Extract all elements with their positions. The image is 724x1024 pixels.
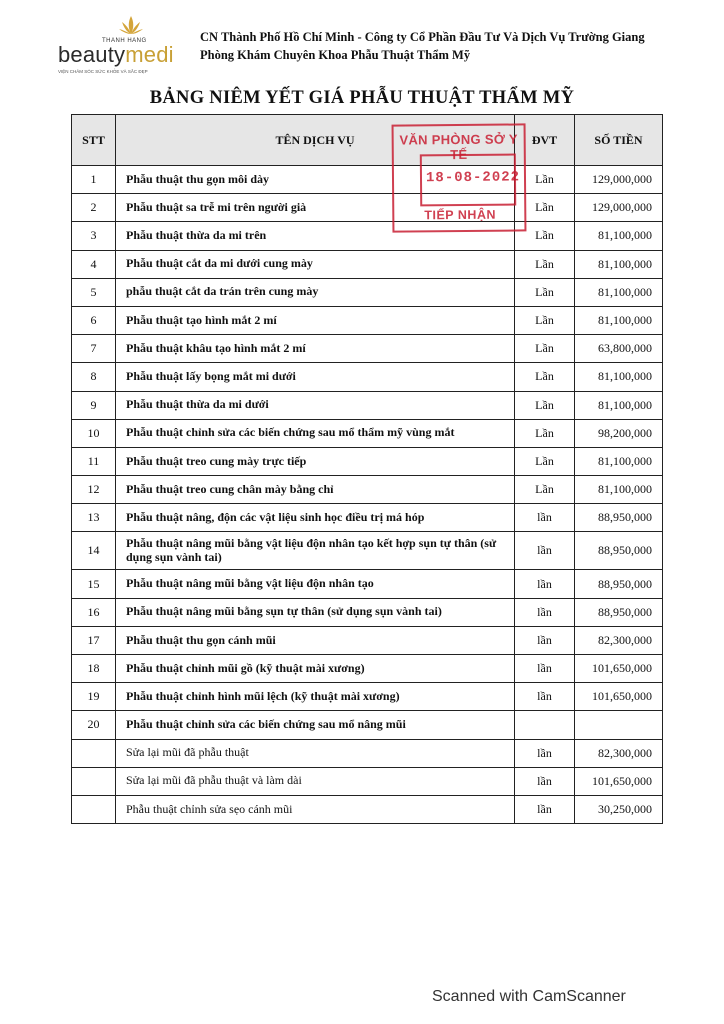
row-unit: Lần [515, 278, 575, 306]
row-amount: 81,100,000 [575, 278, 663, 306]
row-unit: Lần [515, 222, 575, 250]
table-row [72, 795, 663, 823]
table-row [72, 504, 663, 532]
row-unit: Lần [515, 306, 575, 334]
row-service-name: Phẫu thuật chỉnh sửa các biến chứng sau mổ nâng mũi [116, 711, 515, 739]
row-stt: 5 [72, 278, 116, 306]
row-amount: 81,100,000 [575, 306, 663, 334]
table-row [72, 570, 663, 598]
table-row [72, 532, 663, 570]
logo-brand [58, 42, 174, 68]
row-stt: 10 [72, 419, 116, 447]
row-unit: lần [515, 598, 575, 626]
row-amount: 82,300,000 [575, 626, 663, 654]
row-stt: 9 [72, 391, 116, 419]
row-service-name: Phẫu thuật thừa da mi dưới [116, 391, 515, 419]
logo-tagline: VIỆN CHĂM SÓC SỨC KHỎE VÀ SẮC ĐẸP [58, 69, 148, 74]
row-amount: 101,650,000 [575, 683, 663, 711]
row-amount: 82,300,000 [575, 739, 663, 767]
table-row [72, 626, 663, 654]
row-stt: 11 [72, 447, 116, 475]
row-amount: 30,250,000 [575, 795, 663, 823]
row-unit: Lần [515, 250, 575, 278]
column-header-service: TÊN DỊCH VỤ [116, 115, 515, 166]
table-row [72, 278, 663, 306]
row-amount: 81,100,000 [575, 363, 663, 391]
row-service-name: Phẫu thuật chỉnh hình mũi lệch (kỹ thuật mài xương) [116, 683, 515, 711]
row-stt: 4 [72, 250, 116, 278]
row-stt: 7 [72, 335, 116, 363]
row-unit: lần [515, 795, 575, 823]
row-amount: 129,000,000 [575, 166, 663, 194]
row-amount: 101,650,000 [575, 767, 663, 795]
row-service-name: Sửa lại mũi đã phẫu thuật [116, 739, 515, 767]
row-service-name: phẫu thuật cắt da trán trên cung mày [116, 278, 515, 306]
row-unit: lần [515, 739, 575, 767]
table-row [72, 683, 663, 711]
row-service-name: Phẫu thuật cắt da mi dưới cung mày [116, 250, 515, 278]
company-name: CN Thành Phố Hồ Chí Minh - Công ty Cổ Phần Đầu Tư Và Dịch Vụ Trường Giang [200, 30, 645, 44]
row-unit: lần [515, 626, 575, 654]
lotus-icon [118, 14, 144, 38]
row-service-name: Phẫu thuật treo cung chân mày bằng chỉ [116, 476, 515, 504]
table-row [72, 391, 663, 419]
price-table [71, 114, 663, 824]
row-service-name: Phẫu thuật chỉnh sửa sẹo cánh mũi [116, 795, 515, 823]
row-service-name: Phẫu thuật nâng mũi bằng vật liệu độn nhân tạo [116, 570, 515, 598]
row-amount: 88,950,000 [575, 598, 663, 626]
row-stt: 16 [72, 598, 116, 626]
row-stt: 2 [72, 194, 116, 222]
row-service-name: Phẫu thuật nâng mũi bằng vật liệu độn nhân tạo kết hợp sụn tự thân (sử dụng sụn vành tai) [116, 532, 515, 570]
row-unit [515, 711, 575, 739]
row-stt [72, 795, 116, 823]
row-unit: Lần [515, 335, 575, 363]
table-row [72, 335, 663, 363]
row-unit: lần [515, 767, 575, 795]
row-amount: 88,950,000 [575, 570, 663, 598]
row-stt: 14 [72, 532, 116, 570]
table-row [72, 306, 663, 334]
table-row [72, 222, 663, 250]
table-row [72, 711, 663, 739]
column-header-amount: SỐ TIỀN [575, 115, 663, 166]
row-stt: 6 [72, 306, 116, 334]
row-stt: 17 [72, 626, 116, 654]
row-stt [72, 767, 116, 795]
table-header-row [72, 115, 663, 166]
row-unit: Lần [515, 166, 575, 194]
row-unit: lần [515, 570, 575, 598]
stamp-date: 18-08-2022 [425, 169, 521, 187]
logo-brand-accent: medi [125, 42, 174, 67]
clinic-logo [58, 14, 198, 76]
stamp-received: TIẾP NHẬN [424, 207, 497, 223]
row-stt: 20 [72, 711, 116, 739]
table-body [72, 166, 663, 824]
row-stt: 15 [72, 570, 116, 598]
row-amount: 63,800,000 [575, 335, 663, 363]
row-amount: 88,950,000 [575, 504, 663, 532]
table-row [72, 447, 663, 475]
row-service-name: Phẫu thuật thừa da mi trên [116, 222, 515, 250]
row-stt: 1 [72, 166, 116, 194]
row-service-name: Phẫu thuật chỉnh mũi gồ (kỹ thuật mài xương) [116, 655, 515, 683]
table-row [72, 767, 663, 795]
logo-small-text: THANH HANG [102, 38, 147, 44]
table-row [72, 166, 663, 194]
row-unit: lần [515, 655, 575, 683]
row-unit: lần [515, 683, 575, 711]
row-stt: 3 [72, 222, 116, 250]
row-service-name: Phẫu thuật sa trễ mi trên người già [116, 194, 515, 222]
row-amount: 81,100,000 [575, 447, 663, 475]
row-amount: 81,100,000 [575, 476, 663, 504]
row-service-name: Phẫu thuật thu gọn môi dày [116, 166, 515, 194]
row-service-name: Phẫu thuật thu gọn cánh mũi [116, 626, 515, 654]
row-stt: 13 [72, 504, 116, 532]
row-stt: 19 [72, 683, 116, 711]
row-service-name: Phẫu thuật tạo hình mắt 2 mí [116, 306, 515, 334]
row-service-name: Phẫu thuật lấy bọng mắt mi dưới [116, 363, 515, 391]
row-unit: Lần [515, 419, 575, 447]
row-stt [72, 739, 116, 767]
row-amount: 88,950,000 [575, 532, 663, 570]
column-header-stt: STT [72, 115, 116, 166]
row-unit: Lần [515, 194, 575, 222]
row-amount: 81,100,000 [575, 391, 663, 419]
row-amount: 98,200,000 [575, 419, 663, 447]
table-row [72, 476, 663, 504]
table-row [72, 655, 663, 683]
table-row [72, 194, 663, 222]
table-row [72, 250, 663, 278]
row-amount [575, 711, 663, 739]
row-unit: lần [515, 532, 575, 570]
table-row [72, 598, 663, 626]
clinic-name: Phòng Khám Chuyên Khoa Phẫu Thuật Thẩm Mỹ [200, 48, 471, 62]
row-stt: 12 [72, 476, 116, 504]
row-service-name: Phẫu thuật nâng, độn các vật liệu sinh học điều trị má hóp [116, 504, 515, 532]
row-amount: 101,650,000 [575, 655, 663, 683]
table-row [72, 419, 663, 447]
column-header-unit: ĐVT [515, 115, 575, 166]
row-amount: 81,100,000 [575, 250, 663, 278]
page-title: BẢNG NIÊM YẾT GIÁ PHẪU THUẬT THẨM MỸ [149, 88, 575, 108]
row-unit: Lần [515, 447, 575, 475]
table-row [72, 739, 663, 767]
table-row [72, 363, 663, 391]
received-stamp [392, 123, 527, 232]
row-stt: 8 [72, 363, 116, 391]
row-service-name: Sửa lại mũi đã phẫu thuật và làm dài [116, 767, 515, 795]
row-amount: 129,000,000 [575, 194, 663, 222]
row-service-name: Phẫu thuật chỉnh sửa các biến chứng sau mổ thẩm mỹ vùng mắt [116, 419, 515, 447]
scanner-watermark: Scanned with CamScanner [432, 988, 626, 1005]
row-stt: 18 [72, 655, 116, 683]
stamp-office: VĂN PHÒNG SỞ Y TẾ [399, 131, 518, 163]
logo-brand-main: beauty [58, 42, 126, 67]
row-service-name: Phẫu thuật treo cung mày trực tiếp [116, 447, 515, 475]
row-service-name: Phẫu thuật khâu tạo hình mắt 2 mí [116, 335, 515, 363]
row-unit: Lần [515, 476, 575, 504]
row-unit: Lần [515, 391, 575, 419]
row-unit: Lần [515, 363, 575, 391]
row-service-name: Phẫu thuật nâng mũi bằng sụn tự thân (sử dụng sụn vành tai) [116, 598, 515, 626]
row-amount: 81,100,000 [575, 222, 663, 250]
row-unit: lần [515, 504, 575, 532]
